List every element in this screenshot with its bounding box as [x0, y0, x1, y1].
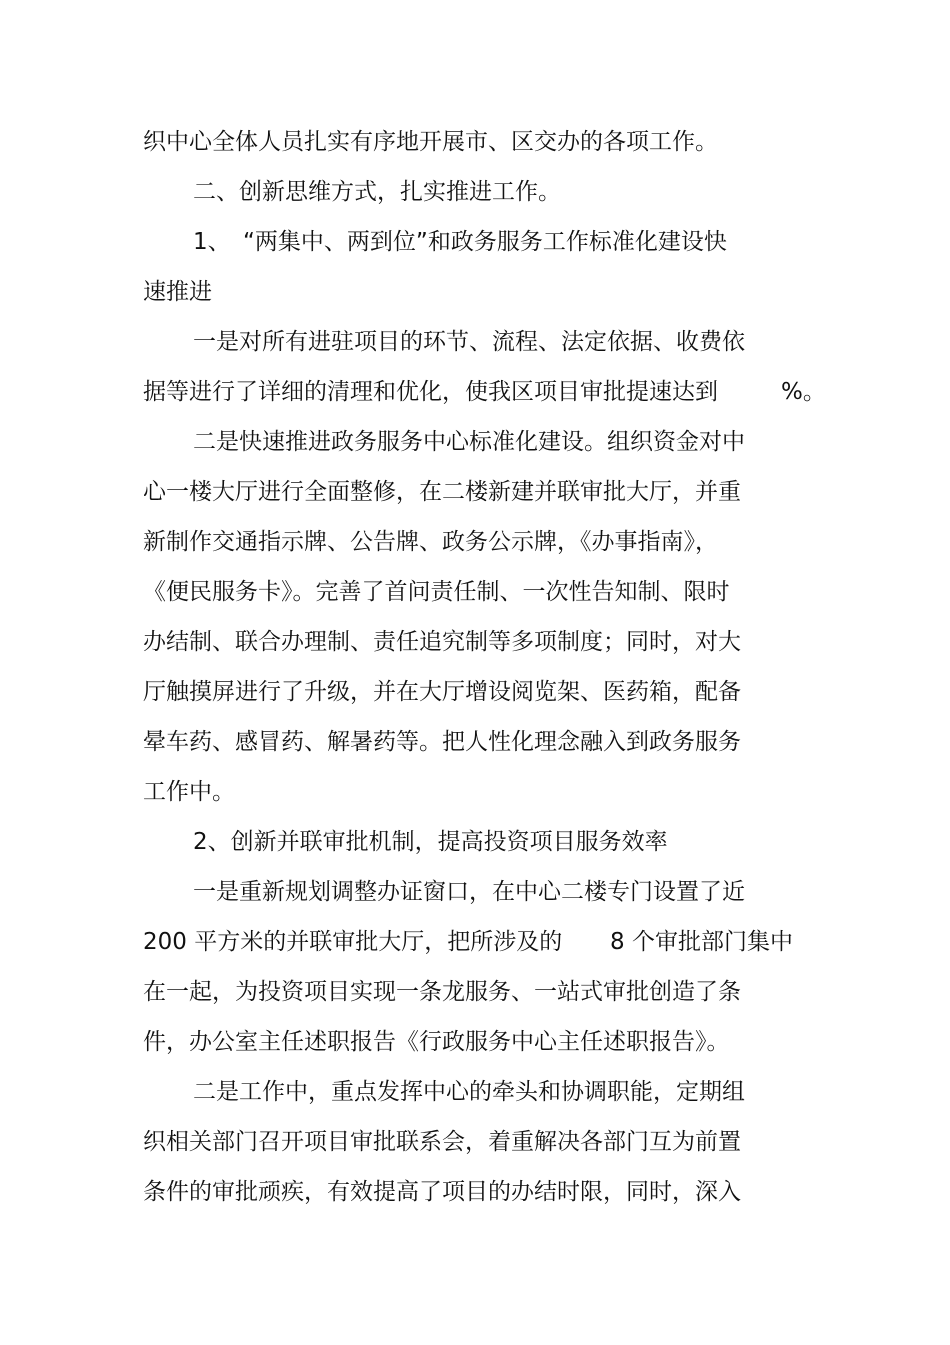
section-heading: 二、创新思维方式，扎实推进工作。	[193, 179, 561, 205]
text-line: 8 个审批部门集中	[610, 929, 793, 955]
text-line: 织中心全体人员扎实有序地开展市、区交办的各项工作。	[143, 129, 718, 155]
subsection-heading: 2、创新并联审批机制，提高投资项目服务效率	[193, 829, 668, 855]
text-line: 一是对所有进驻项目的环节、流程、法定依据、收费依	[193, 329, 745, 355]
text-line: 件，办公室主任述职报告《行政服务中心主任述职报告》。	[143, 1029, 730, 1055]
text-line: 在一起，为投资项目实现一条龙服务、一站式审批创造了条	[143, 979, 741, 1005]
text-line: 一是重新规划调整办证窗口，在中心二楼专门设置了近	[193, 879, 745, 905]
text-line: 二是快速推进政务服务中心标准化建设。组织资金对中	[193, 429, 745, 455]
subsection-heading-cont: 速推进	[143, 279, 212, 305]
text-line: 条件的审批顽疾，有效提高了项目的办结时限，同时，深入	[143, 1179, 741, 1205]
text-line: 二是工作中，重点发挥中心的牵头和协调职能，定期组	[193, 1079, 745, 1105]
text-line: 工作中。	[143, 779, 235, 805]
subsection-heading: “两集中、两到位”和政务服务工作标准化建设快	[243, 229, 727, 255]
text-line: 新制作交通指示牌、公告牌、政务公示牌，《办事指南》，	[143, 529, 718, 555]
text-line: 据等进行了详细的清理和优化，使我区项目审批提速达到	[143, 379, 718, 405]
text-line: 心一楼大厅进行全面整修，在二楼新建并联审批大厅，并重	[143, 479, 741, 505]
text-line: 织相关部门召开项目审批联系会，着重解决各部门互为前置	[143, 1129, 741, 1155]
subsection-number: 1、	[193, 229, 231, 255]
percent-sign: %。	[781, 379, 826, 405]
text-line: 厅触摸屏进行了升级，并在大厅增设阅览架、医药箱，配备	[143, 679, 741, 705]
text-line: 晕车药、感冒药、解暑药等。把人性化理念融入到政务服务	[143, 729, 741, 755]
text-line: 办结制、联合办理制、责任追究制等多项制度；同时，对大	[143, 629, 741, 655]
text-line: 200 平方米的并联审批大厅，把所涉及的	[143, 929, 563, 955]
text-line: 《便民服务卡》。完善了首问责任制、一次性告知制、限时	[143, 579, 730, 605]
